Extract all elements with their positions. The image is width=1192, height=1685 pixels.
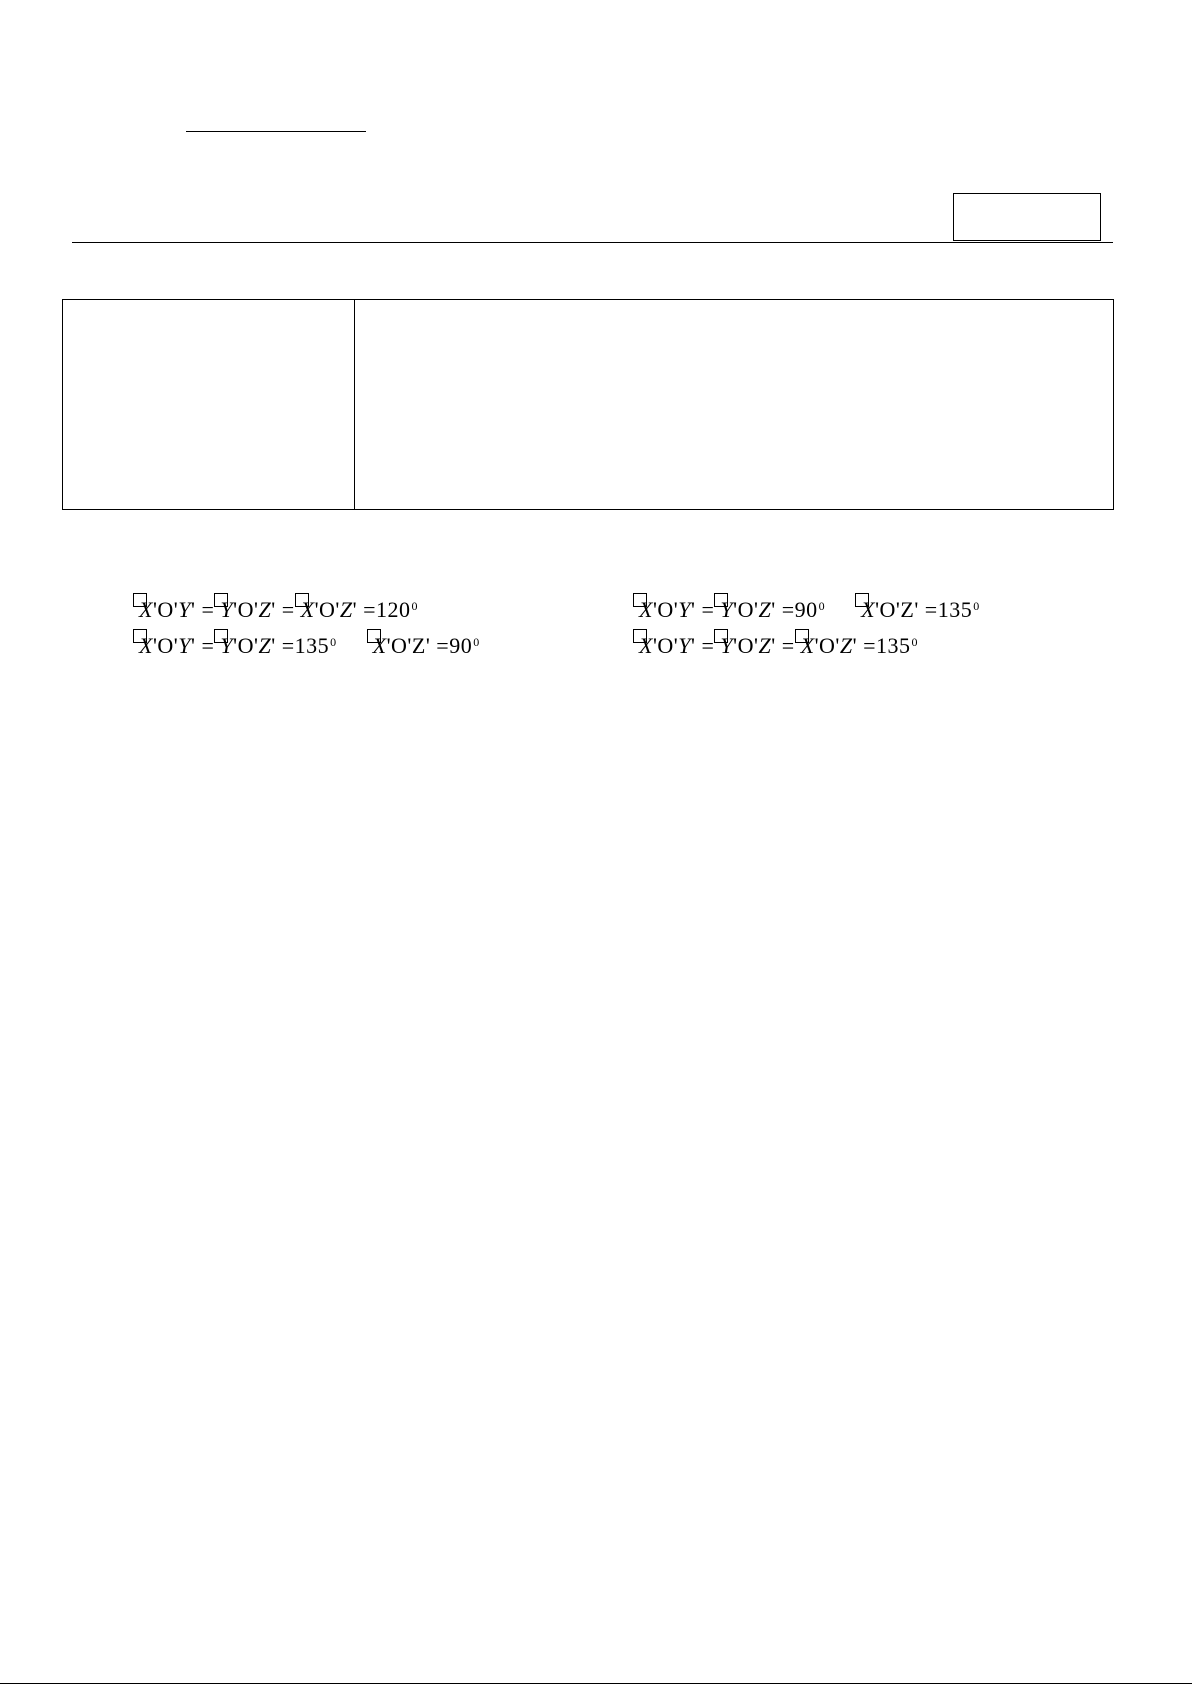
formula-var: Y <box>220 597 234 622</box>
info-table-right-cell <box>355 300 1113 509</box>
formula-text: ' = <box>352 597 377 622</box>
formula-var: Z <box>339 597 353 622</box>
formula-number: 90 <box>794 597 818 622</box>
formula-var: Y <box>720 633 734 658</box>
formula-var: Y <box>678 597 692 622</box>
formula-var: Z <box>258 633 272 658</box>
formula-var: X <box>300 597 315 622</box>
degree-superscript: 0 <box>818 599 826 613</box>
degree-superscript: 0 <box>330 635 337 649</box>
degree-superscript: 0 <box>473 635 480 649</box>
formula-var: Y <box>720 597 734 622</box>
formula-text: 'O' <box>652 597 679 622</box>
formula-option-b <box>633 597 980 623</box>
formula-var: Y <box>178 633 192 658</box>
formula-text: 'O' <box>733 597 759 622</box>
formula-var: Y <box>220 633 234 658</box>
formula-text: 'O' <box>233 633 259 658</box>
formula-text: ' = <box>271 633 295 658</box>
missing-glyph-box-icon <box>133 593 147 607</box>
formula-text: 'O' <box>386 633 412 658</box>
formula-text: Z <box>411 633 426 658</box>
formula-var: X <box>800 633 815 658</box>
formula-var: X <box>139 597 153 622</box>
formula-text: ' = <box>691 633 715 658</box>
formula-text: ' = <box>425 633 450 658</box>
missing-glyph-box-icon <box>714 629 728 643</box>
formula-number: 90 <box>449 633 473 658</box>
degree-superscript: 0 <box>911 635 919 649</box>
formula-var: Z <box>758 633 772 658</box>
formula-var: Z <box>258 597 272 622</box>
formula-var: X <box>372 633 387 658</box>
formula-text: 'O' <box>733 633 759 658</box>
formula-var: X <box>139 633 153 658</box>
header-divider <box>72 242 1113 243</box>
formula-text: ' = <box>771 633 795 658</box>
formula-text: 'O' <box>233 597 259 622</box>
formula-text: 'O' <box>652 633 679 658</box>
missing-glyph-box-icon <box>214 629 228 643</box>
formula-number: 120 <box>376 597 411 622</box>
formula-text: Z <box>900 597 915 622</box>
formula-text: ' = <box>852 633 877 658</box>
missing-glyph-box-icon <box>367 629 381 643</box>
info-table-left-cell <box>63 300 355 509</box>
formula-var: X <box>639 597 653 622</box>
formula-text: ' = <box>191 597 215 622</box>
formula-text: ' = <box>771 597 795 622</box>
formula-option-a <box>133 597 418 623</box>
degree-superscript: 0 <box>973 599 980 613</box>
formula-number: 135 <box>294 633 330 658</box>
formula-text: 'O' <box>314 597 340 622</box>
missing-glyph-box-icon <box>133 629 147 643</box>
missing-glyph-box-icon <box>633 593 647 607</box>
formula-number: 135 <box>937 597 973 622</box>
missing-glyph-box-icon <box>295 593 309 607</box>
missing-glyph-box-icon <box>855 593 869 607</box>
missing-glyph-box-icon <box>633 629 647 643</box>
formula-var: Y <box>678 633 692 658</box>
formula-var: Y <box>178 597 192 622</box>
formula-text: ' = <box>271 597 295 622</box>
formula-var: Z <box>758 597 772 622</box>
name-underline <box>186 131 366 132</box>
formula-text: 'O' <box>814 633 840 658</box>
formula-text: ' = <box>691 597 715 622</box>
formula-option-d <box>633 633 918 659</box>
missing-glyph-box-icon <box>795 629 809 643</box>
formula-number: 135 <box>876 633 911 658</box>
formula-var: X <box>639 633 653 658</box>
missing-glyph-box-icon <box>214 593 228 607</box>
degree-superscript: 0 <box>411 599 419 613</box>
page-bottom-rule <box>0 1683 1192 1684</box>
formula-text: 'O' <box>152 597 179 622</box>
formula-text: 'O' <box>152 633 179 658</box>
score-box <box>953 193 1101 241</box>
formula-var: X <box>861 597 876 622</box>
formula-text: ' = <box>191 633 215 658</box>
formula-text: ' = <box>914 597 938 622</box>
missing-glyph-box-icon <box>714 593 728 607</box>
formula-option-c <box>133 633 480 659</box>
info-table <box>62 299 1114 510</box>
formula-var: Z <box>839 633 853 658</box>
formula-text: 'O' <box>875 597 901 622</box>
